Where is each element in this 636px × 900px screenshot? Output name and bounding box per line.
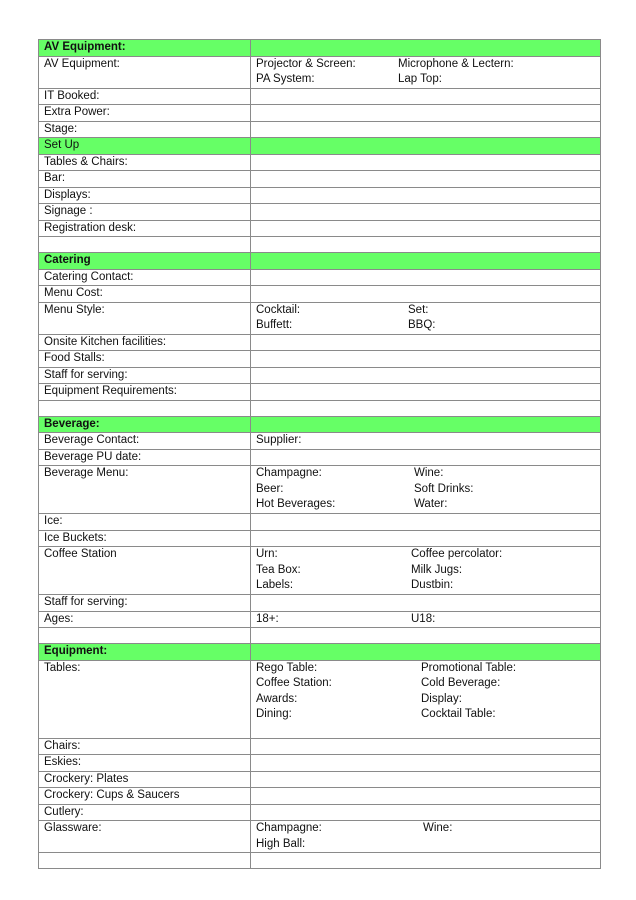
row-label: Beverage PU date: [39, 449, 251, 466]
section-title: Set Up [39, 138, 251, 155]
options-cell[interactable] [251, 660, 601, 738]
option-cocktail-table: Cocktail Table: [421, 708, 496, 720]
row-label: Beverage Menu: [39, 466, 251, 514]
value-cell[interactable] [251, 804, 601, 821]
value-cell[interactable] [251, 367, 601, 384]
option-empty [423, 837, 595, 853]
table-row-beverage-contact [39, 433, 601, 450]
value-cell[interactable] [251, 449, 601, 466]
value-cell[interactable] [251, 121, 601, 138]
blank-cell[interactable] [251, 237, 601, 253]
table-row-equipment-requirements [39, 384, 601, 401]
table-row-blank [39, 853, 601, 869]
blank-cell[interactable] [39, 237, 251, 253]
row-label: Menu Cost: [39, 286, 251, 303]
table-row-catering-contact [39, 269, 601, 286]
table-row-staff-serving [39, 595, 601, 612]
row-label: Cutlery: [39, 804, 251, 821]
blank-cell[interactable] [251, 628, 601, 644]
section-header-blank [251, 253, 601, 270]
table-row-av-equipment [39, 56, 601, 88]
option-projector-screen: Projector & Screen: [256, 57, 356, 70]
value-cell[interactable] [251, 595, 601, 612]
option-rego-table: Rego Table: [256, 661, 318, 674]
value-cell[interactable] [251, 220, 601, 237]
section-header-blank [251, 138, 601, 155]
option-wine-glass: Wine: [423, 822, 453, 834]
value-cell[interactable] [251, 755, 601, 772]
options-cell[interactable] [251, 547, 601, 595]
row-label: Tables: [39, 660, 251, 738]
section-title: Equipment: [39, 644, 251, 661]
option-microphone-lectern: Microphone & Lectern: [398, 57, 514, 70]
table-row-glassware [39, 821, 601, 853]
table-row-tables-chairs [39, 154, 601, 171]
option-wine: Wine: [414, 467, 444, 479]
option-soft-drinks: Soft Drinks: [414, 482, 474, 495]
option-milk-jugs: Milk Jugs: [411, 563, 463, 576]
row-label: Ice: [39, 514, 251, 531]
option-bbq: BBQ: [408, 319, 436, 331]
table-row-blank [39, 237, 601, 253]
options-cell[interactable] [251, 466, 601, 514]
row-label: Chairs: [39, 738, 251, 755]
row-label: Crockery: Cups & Saucers [39, 788, 251, 805]
value-cell[interactable] [251, 771, 601, 788]
options-cell[interactable] [251, 821, 601, 853]
section-title: Beverage: [39, 416, 251, 433]
value-cell[interactable] [251, 204, 601, 221]
blank-cell[interactable] [39, 853, 251, 869]
section-title: AV Equipment: [39, 40, 251, 57]
option-buffett: Buffett: [256, 319, 293, 331]
table-row-beverage-pu-date [39, 449, 601, 466]
row-label: Beverage Contact: [39, 433, 251, 450]
value-cell[interactable] [251, 514, 601, 531]
option-tea-box: Tea Box: [256, 563, 301, 576]
table-row-it-booked [39, 88, 601, 105]
value-cell[interactable] [251, 788, 601, 805]
row-label: IT Booked: [39, 88, 251, 105]
option-champagne-glass: Champagne: [256, 822, 322, 834]
table-row-food-stalls [39, 351, 601, 368]
blank-cell[interactable] [251, 853, 601, 869]
table-row-cutlery [39, 804, 601, 821]
option-cocktail: Cocktail: [256, 303, 301, 316]
table-row-ice [39, 514, 601, 531]
supplier-cell[interactable]: Supplier: [251, 433, 601, 450]
table-row-displays [39, 187, 601, 204]
section-header-av-equipment [39, 40, 601, 57]
row-label: Staff for serving: [39, 367, 251, 384]
value-cell[interactable] [251, 530, 601, 547]
table-row-onsite-kitchen [39, 334, 601, 351]
row-label: Eskies: [39, 755, 251, 772]
table-row-stage [39, 121, 601, 138]
row-label: Glassware: [39, 821, 251, 853]
section-header-catering [39, 253, 601, 270]
value-cell[interactable] [251, 171, 601, 188]
row-label: Registration desk: [39, 220, 251, 237]
row-label: Ages: [39, 611, 251, 628]
option-pa-system: PA System: [256, 73, 315, 85]
row-label: Signage : [39, 204, 251, 221]
option-promotional-table: Promotional Table: [421, 661, 517, 674]
option-18-plus: 18+: [256, 612, 279, 625]
row-label: AV Equipment: [39, 56, 251, 88]
value-cell[interactable] [251, 88, 601, 105]
option-dining: Dining: [256, 708, 292, 720]
blank-cell[interactable] [39, 628, 251, 644]
row-label: Coffee Station [39, 547, 251, 595]
table-row-crockery-plates [39, 771, 601, 788]
row-label: Crockery: Plates [39, 771, 251, 788]
options-cell[interactable] [251, 302, 601, 334]
table-row-blank [39, 628, 601, 644]
option-u18: U18: [411, 612, 436, 625]
table-row-eskies [39, 755, 601, 772]
row-label: Staff for serving: [39, 595, 251, 612]
row-label: Extra Power: [39, 105, 251, 122]
section-header-blank [251, 40, 601, 57]
row-label: Bar: [39, 171, 251, 188]
value-cell[interactable] [251, 187, 601, 204]
table-row-menu-cost [39, 286, 601, 303]
option-beer: Beer: [256, 482, 284, 495]
row-label: Displays: [39, 187, 251, 204]
table-row-extra-power [39, 105, 601, 122]
table-row-coffee-station [39, 547, 601, 595]
blank-cell[interactable] [251, 400, 601, 416]
table-row-menu-style [39, 302, 601, 334]
option-urn: Urn: [256, 548, 278, 560]
table-row-crockery-cups-saucers [39, 788, 601, 805]
table-row-beverage-menu [39, 466, 601, 514]
section-header-blank [251, 416, 601, 433]
table-row-blank [39, 400, 601, 416]
section-header-set-up [39, 138, 601, 155]
row-label: Equipment Requirements: [39, 384, 251, 401]
option-water: Water: [414, 498, 448, 510]
value-cell[interactable] [251, 105, 601, 122]
value-cell[interactable] [251, 384, 601, 401]
value-cell[interactable] [251, 269, 601, 286]
table-row-ice-buckets [39, 530, 601, 547]
option-coffee-station: Coffee Station: [256, 677, 332, 689]
table-row-signage [39, 204, 601, 221]
event-checklist-table [38, 39, 601, 869]
row-label: Menu Style: [39, 302, 251, 334]
option-labels: Labels: [256, 579, 294, 591]
table-row-ages [39, 611, 601, 628]
value-cell[interactable] [251, 334, 601, 351]
row-label: Catering Contact: [39, 269, 251, 286]
value-cell[interactable] [251, 351, 601, 368]
section-header-blank [251, 644, 601, 661]
section-header-equipment [39, 644, 601, 661]
row-label: Stage: [39, 121, 251, 138]
value-cell[interactable] [251, 738, 601, 755]
option-high-ball: High Ball: [256, 837, 306, 850]
row-label: Food Stalls: [39, 351, 251, 368]
option-lap-top: Lap Top: [398, 73, 442, 85]
option-set: Set: [408, 303, 429, 316]
value-cell[interactable] [251, 286, 601, 303]
row-label: Tables & Chairs: [39, 154, 251, 171]
option-dustbin: Dustbin: [411, 579, 454, 591]
table-row-registration-desk [39, 220, 601, 237]
table-row-chairs [39, 738, 601, 755]
option-cold-beverage: Cold Beverage: [421, 677, 501, 689]
row-label: Ice Buckets: [39, 530, 251, 547]
options-cell[interactable] [251, 56, 601, 88]
value-cell[interactable] [251, 154, 601, 171]
row-label: Onsite Kitchen facilities: [39, 334, 251, 351]
option-hot-beverages: Hot Beverages: [256, 498, 336, 510]
table-row-staff-serving [39, 367, 601, 384]
option-coffee-percolator: Coffee percolator: [411, 548, 503, 560]
blank-cell[interactable] [39, 400, 251, 416]
option-champagne: Champagne: [256, 467, 322, 479]
options-cell[interactable] [251, 611, 601, 628]
table-row-tables [39, 660, 601, 738]
option-display: Display: [421, 692, 462, 705]
section-title: Catering [39, 253, 251, 270]
section-header-beverage [39, 416, 601, 433]
table-row-bar [39, 171, 601, 188]
option-awards: Awards: [256, 692, 298, 705]
